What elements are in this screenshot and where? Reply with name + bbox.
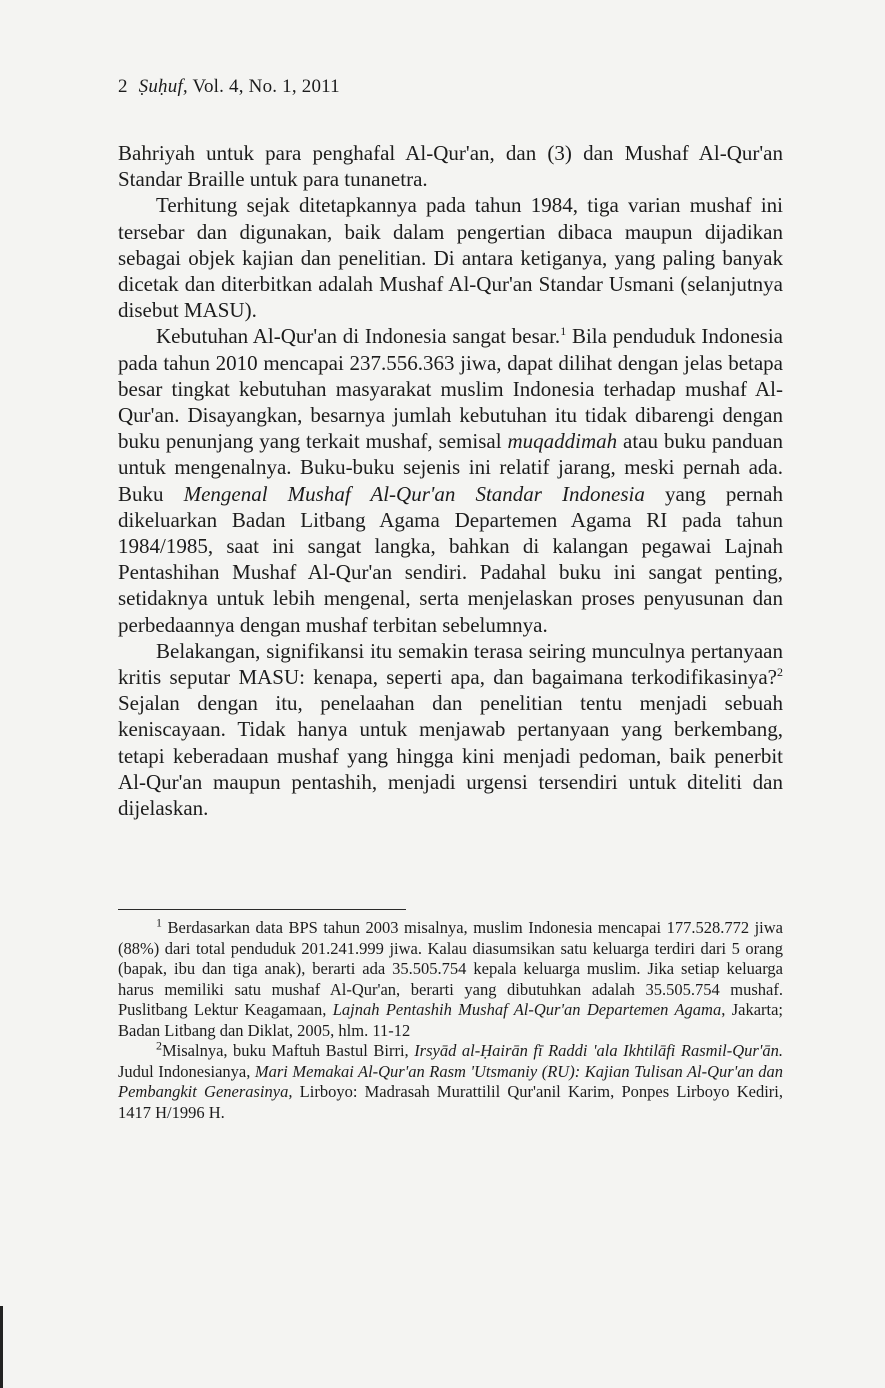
journal-name: Ṣuḥuf, bbox=[138, 76, 188, 97]
footnote-2 bbox=[118, 1038, 783, 1123]
footnote-1 bbox=[118, 915, 784, 1041]
p3-text-a: Kebutuhan Al-Qur'an di Indonesia sangat besar. bbox=[156, 324, 561, 349]
fn2-text-b: Judul Indonesianya, bbox=[118, 1061, 255, 1081]
footnote-separator bbox=[118, 909, 406, 910]
footnote-2-marker: 2 bbox=[156, 1038, 162, 1053]
footnote-ref-1[interactable]: 1 bbox=[560, 324, 567, 339]
page-number: 2 bbox=[118, 76, 128, 97]
p3-text-d: yang pernah dikeluarkan Badan Litbang Agama Departemen Agama RI pada tahun 1984/1985, saat ini sangat langka, bahkan di kalangan pegawai Lajnah Pentashihan Mushaf Al-Qur'an sendiri. Padahal buku ini sangat penting, setidaknya untuk lebih mengenal, serta menjelaskan proses penyusunan dan perbedaannya dengan mushaf terbitan sebelumnya. bbox=[118, 481, 784, 637]
paragraph-4 bbox=[118, 638, 783, 821]
p4-text-b: Sejalan dengan itu, penelaahan dan penelitian tentu menjadi sebuah keniscayaan. Tidak hanya untuk menjawab pertanyaan yang berkembang, tetapi keberadaan mushaf yang hingga kini menjadi pedoman, baik penerbit Al-Qur'an maupun pentashih, menjadi urgensi tersendiri untuk diteliti dan dijelaskan. bbox=[118, 691, 783, 821]
footnotes bbox=[118, 915, 784, 1123]
p4-text-a: Belakangan, signifikansi itu semakin terasa seiring munculnya pertanyaan kritis seputar MASU: kenapa, seperti apa, dan bagaimana terkodifikasinya? bbox=[118, 638, 783, 690]
running-head bbox=[118, 76, 340, 98]
scan-edge-mark bbox=[0, 1306, 3, 1388]
fn2-text-a: Misalnya, buku Maftuh Bastul Birri, bbox=[162, 1041, 415, 1060]
fn2-text-c: Lirboyo: Madrasah Murattilil Qur'anil Karim, Ponpes Lirboyo Kediri, 1417 H/1996 H. bbox=[118, 1082, 783, 1122]
fn1-italic-title: Lajnah Pentashih Mushaf Al-Qur'an Departemen Agama bbox=[332, 1000, 722, 1019]
p3-italic-book-title: Mengenal Mushaf Al-Qur'an Standar Indonesia bbox=[183, 481, 645, 506]
p3-italic-muqaddimah: muqaddimah bbox=[507, 429, 618, 454]
main-text bbox=[118, 140, 783, 821]
p3-text-b: Bila penduduk Indonesia pada tahun 2010 mencapai 237.556.363 jiwa, dapat dilihat dengan jelas betapa besar tingkat kebutuhan masyarakat muslim Indonesia terhadap mushaf Al-Qur'an. Disayangkan, besarnya jumlah kebutuhan itu tidak dibarengi dengan buku penunjang yang terkait mushaf, semisal bbox=[118, 324, 783, 454]
paragraph-3 bbox=[118, 323, 783, 637]
paragraph-1: Bahriyah untuk para penghafal Al-Qur'an, dan (3) dan Mushaf Al-Qur'an Standar Braille untuk para tunanetra. bbox=[118, 141, 783, 192]
footnote-ref-2[interactable]: 2 bbox=[777, 665, 783, 680]
volume-issue: Vol. 4, No. 1, 2011 bbox=[192, 76, 340, 97]
paragraph-2: Terhitung sejak ditetapkannya pada tahun 1984, tiga varian mushaf ini tersebar dan digunakan, baik dalam pengertian dibaca maupun dijadikan sebagai objek kajian dan penelitian. Di antara ketiganya, yang paling banyak dicetak dan diterbitkan adalah Mushaf Al-Qur'an Standar Usmani (selanjutnya disebut MASU). bbox=[118, 193, 783, 323]
footnote-1-marker: 1 bbox=[156, 915, 162, 930]
fn2-italic-title-2: Mari Memakai Al-Qur'an Rasm 'Utsmaniy (RU): Kajian Tulisan Al-Qur'an dan Pembangkit Generasinya, bbox=[118, 1061, 783, 1101]
fn1-text-a: Berdasarkan data BPS tahun 2003 misalnya, muslim Indonesia mencapai 177.528.772 jiwa (88%) dari total penduduk 201.241.999 jiwa. Kalau diasumsikan satu keluarga terdiri dari 5 orang (bapak, ibu dan tiga anak), berarti ada 35.505.754 kepala keluarga muslim. Jika setiap keluarga harus memiliki satu mushaf Al-Qur'an, berarti yang dibutuhkan adalah 35.505.754 mushaf. Puslitbang Lektur Keagamaan, bbox=[118, 918, 783, 1019]
fn2-italic-title-1: Irsyād al-Ḥairān fī Raddi 'ala Ikhtilāfi Rasmil-Qur'ān. bbox=[414, 1041, 783, 1060]
p3-text-c: atau buku panduan untuk mengenalnya. Buku-buku sejenis ini relatif jarang, meski pernah ada. Buku bbox=[118, 429, 783, 506]
fn1-text-b: , Jakarta; Badan Litbang dan Diklat, 2005, hlm. 11-12 bbox=[118, 1000, 784, 1040]
